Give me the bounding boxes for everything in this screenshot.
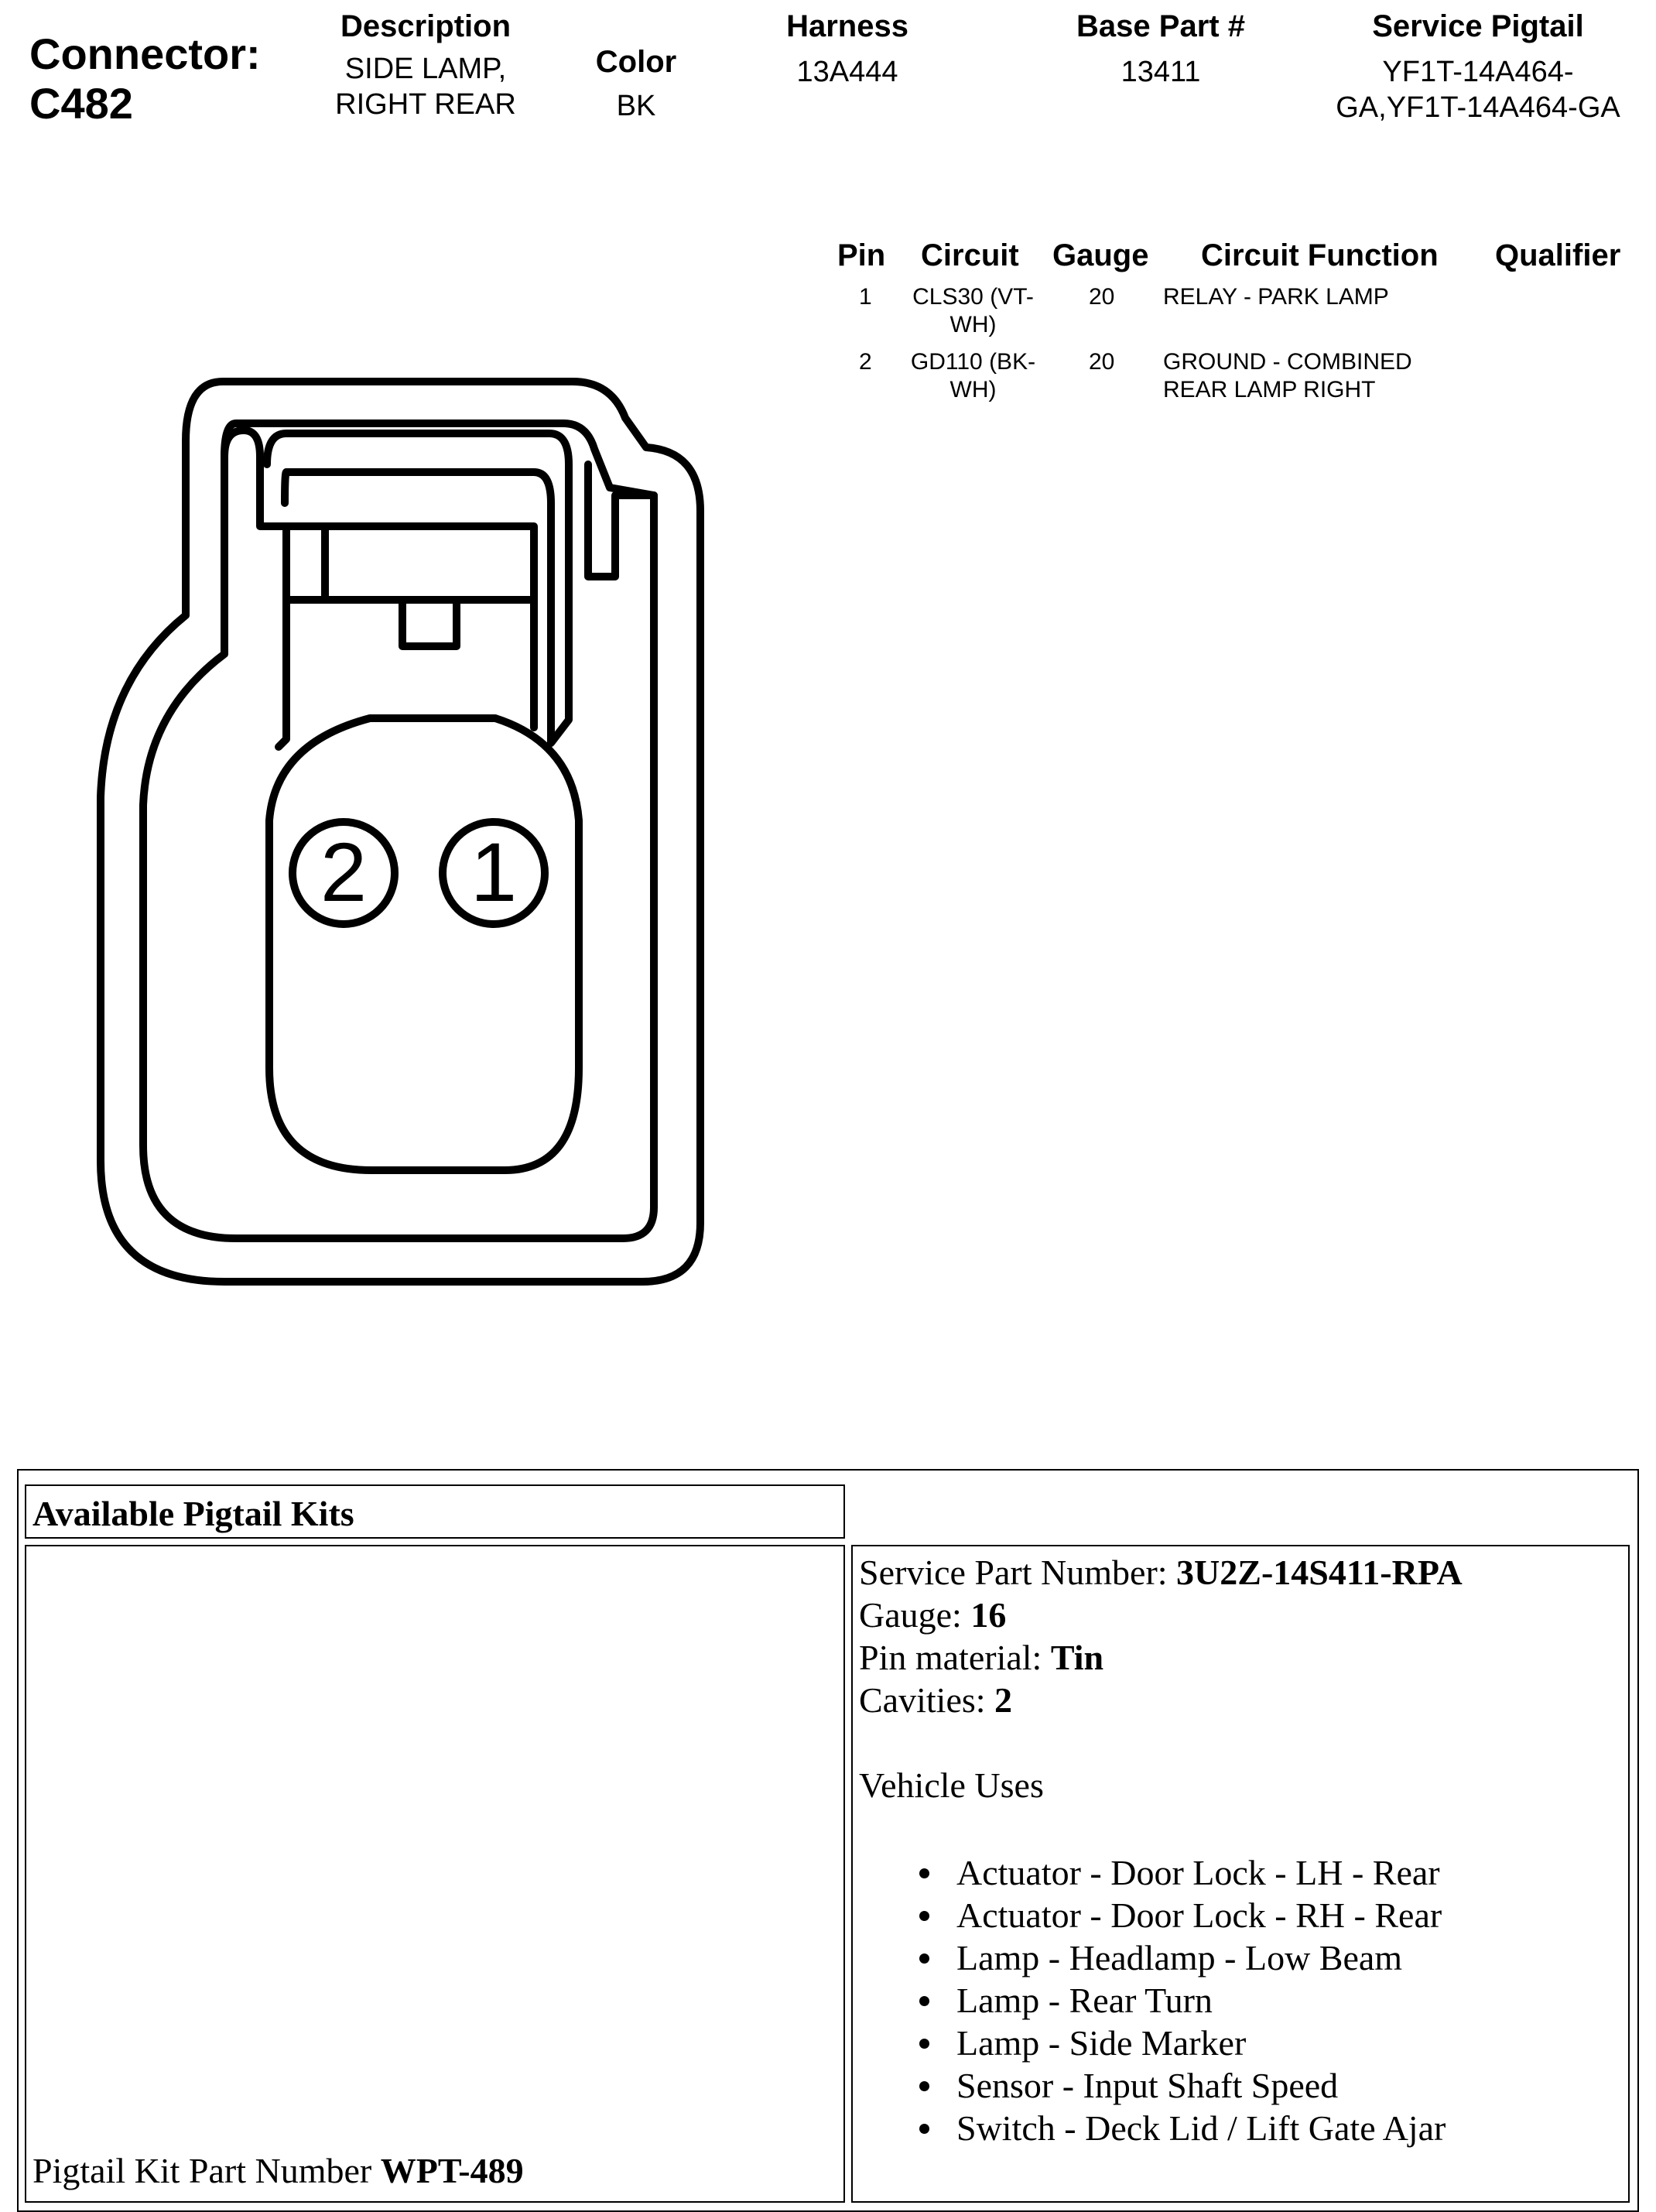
cavities-value: 2 xyxy=(994,1680,1013,1720)
bullet-icon xyxy=(919,2124,929,2134)
kit-part-cell xyxy=(25,1545,845,2203)
gauge-column-header: Gauge xyxy=(1052,238,1149,272)
vehicle-use-text: Sensor - Input Shaft Speed xyxy=(956,2066,1339,2105)
vehicle-use-item xyxy=(859,2107,1628,2149)
pin-housing xyxy=(269,718,579,1170)
pin-cell: 2 xyxy=(859,349,872,375)
description-header: Description xyxy=(340,9,512,43)
circuit-column-header: Circuit xyxy=(921,238,1019,272)
vehicle-use-text: Lamp - Headlamp - Low Beam xyxy=(956,1938,1403,1977)
harness-header: Harness xyxy=(786,9,908,43)
bullet-icon xyxy=(919,2081,929,2091)
vehicle-use-item xyxy=(859,1894,1628,1936)
service-part-number: 3U2Z-14S411-RPA xyxy=(1176,1553,1463,1592)
connector-outer-shell xyxy=(101,382,700,1282)
service-pigtail-value: YF1T-14A464-GA,YF1T-14A464-GA xyxy=(1336,56,1620,124)
vehicle-use-item xyxy=(859,1936,1628,1979)
function-cell: GROUND - COMBINED REAR LAMP RIGHT xyxy=(1163,349,1412,402)
pin-cell: 1 xyxy=(859,284,872,310)
bullet-icon xyxy=(919,2039,929,2049)
pin-material-value: Tin xyxy=(1050,1638,1104,1677)
vehicle-use-item xyxy=(859,1979,1628,2022)
circuit-cell: GD110 (BK-WH) xyxy=(910,349,1036,402)
pin-label-1: 1 xyxy=(470,825,518,919)
function-cell: RELAY - PARK LAMP xyxy=(1163,284,1389,310)
base-part-header: Base Part # xyxy=(1076,9,1245,43)
locking-lever xyxy=(588,464,654,577)
kit-part-label: Pigtail Kit Part Number xyxy=(33,2151,372,2190)
vehicle-use-text: Actuator - Door Lock - RH - Rear xyxy=(956,1895,1442,1935)
color-header: Color xyxy=(595,45,677,79)
pin-column-header: Pin xyxy=(837,238,886,272)
vehicle-use-text: Switch - Deck Lid / Lift Gate Ajar xyxy=(956,2108,1446,2148)
kit-details-cell xyxy=(851,1545,1630,2203)
service-part-label: Service Part Number: xyxy=(859,1553,1168,1592)
cavities-line xyxy=(859,1679,1628,1721)
vehicle-use-text: Actuator - Door Lock - LH - Rear xyxy=(956,1853,1440,1892)
connector-title: Connector: C482 xyxy=(29,29,261,128)
latch-tab-outer xyxy=(267,433,569,743)
description-value: SIDE LAMP, RIGHT REAR xyxy=(335,53,516,121)
bullet-icon xyxy=(919,1868,929,1878)
latch-notch xyxy=(286,600,457,646)
pin-material-line xyxy=(859,1636,1628,1679)
vehicle-use-item xyxy=(859,2064,1628,2107)
cavities-label: Cavities: xyxy=(859,1680,986,1720)
kits-heading-cell xyxy=(25,1484,845,1539)
gauge-label: Gauge: xyxy=(859,1595,962,1635)
vehicle-use-text: Lamp - Rear Turn xyxy=(956,1981,1213,2020)
kits-heading: Available Pigtail Kits xyxy=(33,1494,354,1533)
gauge-line xyxy=(859,1594,1628,1636)
gauge-cell: 20 xyxy=(1089,349,1115,375)
circuit-cell: CLS30 (VT-WH) xyxy=(912,284,1034,337)
qualifier-column-header: Qualifier xyxy=(1495,238,1621,272)
vehicle-use-item xyxy=(859,1851,1628,1894)
vehicle-uses-heading: Vehicle Uses xyxy=(859,1765,1044,1805)
kit-part-number: WPT-489 xyxy=(380,2151,524,2190)
latch-block xyxy=(279,526,286,747)
base-part-value: 13411 xyxy=(1121,56,1201,88)
connector-face-diagram xyxy=(85,372,720,1300)
pin-material-label: Pin material: xyxy=(859,1638,1042,1677)
vehicle-uses-list xyxy=(859,1851,1628,2149)
bullet-icon xyxy=(919,1953,929,1964)
vehicle-use-item xyxy=(859,2022,1628,2064)
bullet-icon xyxy=(919,1996,929,2006)
pin-label-2: 2 xyxy=(320,825,368,919)
vehicle-use-text: Lamp - Side Marker xyxy=(956,2023,1247,2063)
service-pigtail-header: Service Pigtail xyxy=(1372,9,1584,43)
function-column-header: Circuit Function xyxy=(1201,238,1439,272)
latch-window xyxy=(325,526,534,600)
harness-value: 13A444 xyxy=(796,56,898,88)
service-part-line xyxy=(859,1551,1628,1594)
color-value: BK xyxy=(616,90,656,122)
gauge-cell: 20 xyxy=(1089,284,1115,310)
kit-part-line xyxy=(33,2149,524,2192)
gauge-value: 16 xyxy=(970,1595,1007,1635)
bullet-icon xyxy=(919,1911,929,1921)
